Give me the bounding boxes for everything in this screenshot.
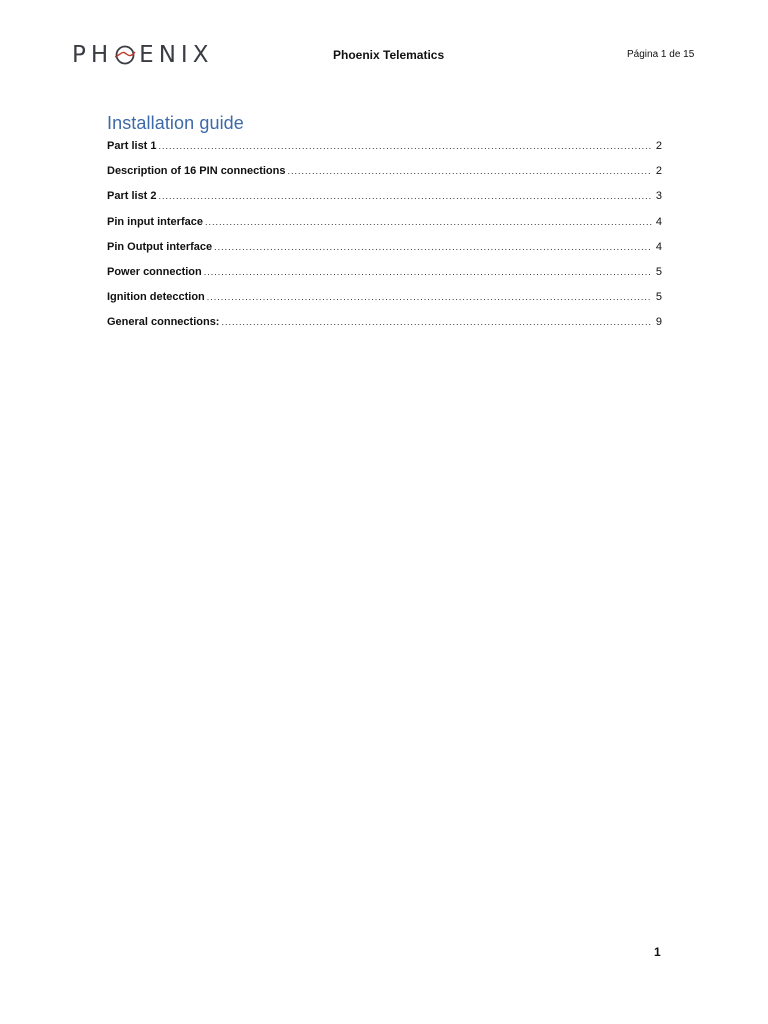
logo-o-icon (114, 44, 136, 66)
toc-entry-label: Part list 1 (107, 140, 157, 152)
toc-leader (287, 166, 651, 176)
toc-entry-page: 5 (655, 265, 662, 278)
logo-text-end: ENIX (139, 42, 214, 68)
toc-entry-page: 2 (655, 165, 662, 178)
toc-entry-label: Power connection (107, 265, 202, 278)
toc-entry[interactable] (107, 316, 662, 341)
toc-leader (207, 292, 652, 302)
toc-entry-page: 3 (655, 190, 662, 203)
toc-leader (159, 191, 652, 201)
toc-leader (204, 267, 652, 277)
table-of-contents (107, 110, 662, 342)
toc-entry-label: Pin Output interface (107, 240, 213, 253)
toc-entry-label: Pin input interface (107, 215, 203, 228)
toc-leader (214, 242, 652, 252)
page-header (0, 0, 768, 90)
toc-leader (159, 141, 652, 151)
toc-entry-label: Ignition detecction (107, 291, 205, 304)
toc-leader (205, 217, 652, 227)
toc-entry-page: 4 (655, 240, 662, 253)
toc-heading: Installation guide (107, 113, 244, 133)
toc-entry[interactable] (107, 140, 662, 165)
toc-entry[interactable] (107, 216, 662, 241)
header-title: Phoenix Telematics (333, 48, 445, 62)
toc-entry-page: 5 (655, 291, 662, 304)
toc-entry-page: 4 (655, 215, 662, 228)
toc-entry[interactable] (107, 190, 662, 215)
phoenix-logo (72, 40, 213, 70)
toc-entry-label: Description of 16 PIN connections (107, 165, 286, 178)
toc-entry[interactable] (107, 241, 662, 266)
toc-entry[interactable] (107, 266, 662, 291)
toc-entry[interactable] (107, 291, 662, 316)
toc-leader (221, 317, 651, 327)
toc-entry[interactable] (107, 165, 662, 190)
header-page-info: Página 1 de 15 (627, 49, 695, 60)
footer-page-number: 1 (654, 945, 661, 959)
toc-entry-page: 2 (655, 140, 662, 152)
logo-text-start: PH (72, 42, 114, 68)
toc-entry-label: General connections: (107, 316, 220, 329)
toc-entry-page: 9 (655, 316, 662, 329)
toc-entry-label: Part list 2 (107, 190, 157, 203)
